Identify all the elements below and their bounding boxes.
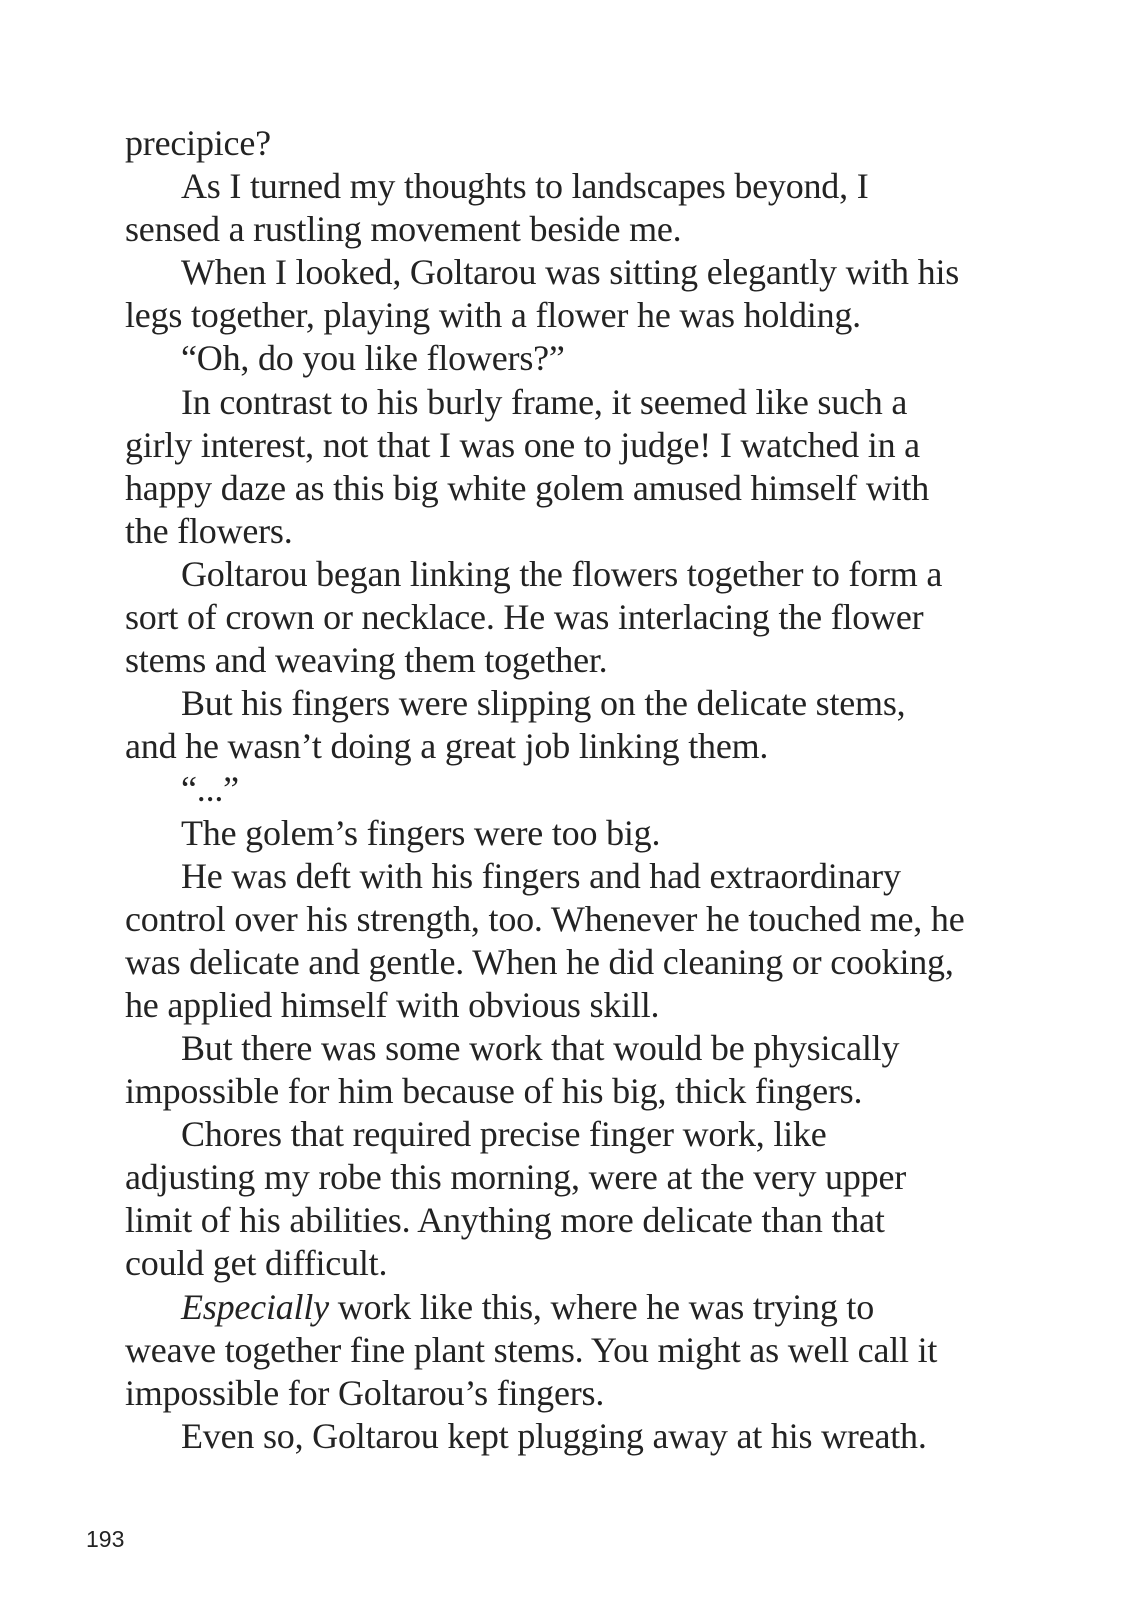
page-number: 193: [86, 1526, 125, 1552]
paragraph: Even so, Goltarou kept plugging away at his wreath.: [181, 1415, 927, 1456]
paragraph: As I turned my thoughts to landscapes beyond, I sensed a rustling movement beside me.: [125, 166, 869, 250]
paragraph: Goltarou began linking the flowers together to form a sort of crown or necklace. He was interlacing the flower stems and weaving them together.: [125, 553, 943, 681]
paragraph-text: work like this, where he was trying to weave together fine plant stems. You might as well call it impossible for Goltarou’s fingers.: [125, 1286, 938, 1413]
paragraph: Chores that required precise finger work, like adjusting my robe this morning, were at the very upper limit of his abilities. Anything more delicate than that could get difficult.: [125, 1114, 907, 1284]
paragraph: The golem’s fingers were too big.: [181, 812, 661, 853]
emphasis-text: Especially: [181, 1286, 329, 1327]
paragraph: In contrast to his burly frame, it seemed like such a girly interest, not that I was one to judge! I watched in a happy daze as this big white golem amused himself with the flowers.: [125, 381, 930, 551]
paragraph: precipice?: [125, 123, 271, 163]
dialogue-line: “...”: [181, 769, 239, 810]
paragraph: [125, 1286, 965, 1415]
paragraph: But there was some work that would be physically impossible for him because of his big, thick fingers.: [125, 1027, 900, 1112]
paragraph: When I looked, Goltarou was sitting elegantly with his legs together, playing with a flower he was holding.: [125, 252, 960, 336]
dialogue-line: “Oh, do you like flowers?”: [181, 338, 565, 379]
body-text: [125, 122, 965, 1458]
paragraph: But his fingers were slipping on the delicate stems, and he wasn’t doing a great job linking them.: [125, 683, 906, 767]
paragraph: He was deft with his fingers and had extraordinary control over his strength, too. Whenever he touched me, he was delicate and gentle. When he did cleaning or cooking, he applied himself with obvious skill.: [125, 855, 965, 1025]
